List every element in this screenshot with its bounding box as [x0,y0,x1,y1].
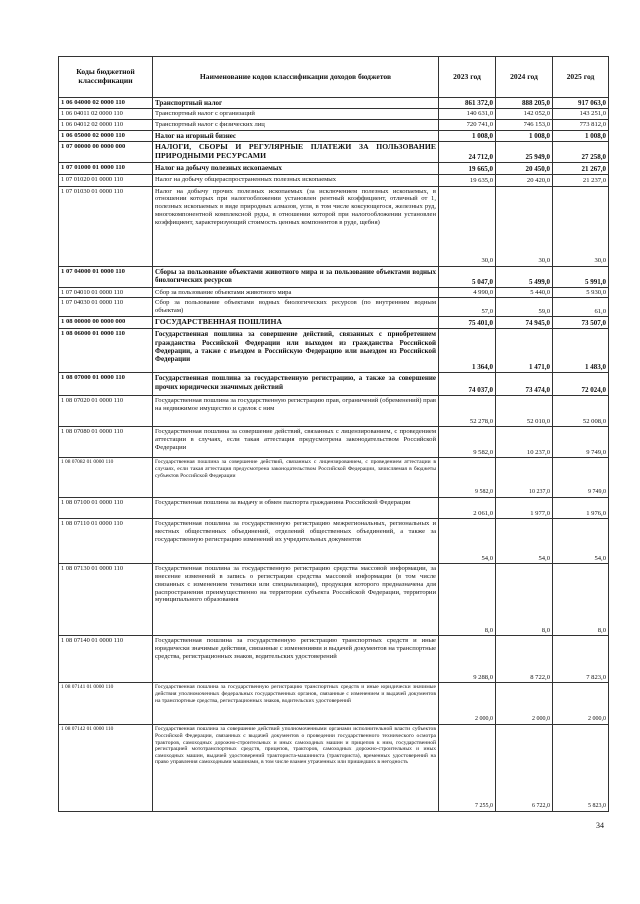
row-code: 1 07 04030 01 0000 110 [59,298,153,317]
table-row [59,119,609,130]
budget-revenue-table [58,56,609,812]
row-value-2025: 9 749,0 [553,458,609,498]
row-value-2024: 20 450,0 [496,162,553,174]
table-row [59,458,609,498]
row-value-2024: 73 474,0 [496,373,553,396]
row-value-2024: 59,0 [496,298,553,317]
row-code: 1 08 07142 01 0000 110 [59,725,153,812]
table-row [59,174,609,186]
row-value-2025: 5 991,0 [553,266,609,287]
row-value-2023: 75 401,0 [439,317,496,329]
row-value-2025: 773 812,0 [553,119,609,130]
row-value-2023: 8,0 [439,564,496,636]
row-code: 1 07 01000 01 0000 110 [59,162,153,174]
row-name: Государственная пошлина за государственную регистрацию прав, ограничений (обременений) прав на недвижимое имущество и сделок с ним [153,396,439,427]
row-value-2025: 7 823,0 [553,636,609,683]
row-value-2023: 861 372,0 [439,98,496,109]
row-value-2023: 52 278,0 [439,396,496,427]
row-code: 1 06 04012 02 0000 110 [59,119,153,130]
row-value-2024: 54,0 [496,519,553,564]
table-row [59,725,609,812]
row-code: 1 06 04011 02 0000 110 [59,109,153,120]
row-value-2023: 2 000,0 [439,683,496,725]
row-value-2023: 30,0 [439,186,496,266]
row-value-2025: 5 930,0 [553,287,609,298]
row-value-2023: 19 665,0 [439,162,496,174]
table-row [59,683,609,725]
row-code: 1 08 00000 00 0000 000 [59,317,153,329]
row-code: 1 08 07130 01 0000 110 [59,564,153,636]
row-name: ГОСУДАРСТВЕННАЯ ПОШЛИНА [153,317,439,329]
row-value-2023: 9 288,0 [439,636,496,683]
row-name: Государственная пошлина за совершение действий уполномоченными органами исполнительной власти субъектов Российской Федерации, связанных с выдачей документов о проведении государственного технического осмотра тракторов, самоходных дорожно-строительных и иных самоходных машин и прицепов к ним, государственной регистрацией мототранспортных средств, прицепов, тракторов, самоходных дорожно-строительных и иных самоходных машин, выдачей удостоверений тракториста-машиниста (тракториста), временных удостоверений на право управления самоходными машинами, в том числе взамен утраченных или пришедших в негодность [153,725,439,812]
row-value-2024: 1 977,0 [496,498,553,519]
row-value-2025: 9 749,0 [553,427,609,458]
table-row [59,130,609,141]
table-row [59,396,609,427]
row-name: Налог на добычу общераспространенных полезных ископаемых [153,174,439,186]
row-name: Государственная пошлина за совершение действий, связанных с приобретением гражданства Российской Федерации или выходом из гражданства Российской Федерации, а также с въездом в Российскую Федерацию или выездом из Российской Федерации [153,329,439,373]
row-value-2024: 74 945,0 [496,317,553,329]
row-value-2025: 54,0 [553,519,609,564]
row-value-2025: 8,0 [553,564,609,636]
row-value-2024: 5 440,0 [496,287,553,298]
row-value-2025: 73 507,0 [553,317,609,329]
table-header-row [59,57,609,98]
table-row [59,636,609,683]
row-name: Государственная пошлина за выдачу и обмен паспорта гражданина Российской Федерации [153,498,439,519]
row-value-2024: 2 000,0 [496,683,553,725]
table-row [59,519,609,564]
row-value-2025: 143 251,0 [553,109,609,120]
table-row [59,186,609,266]
row-value-2024: 25 949,0 [496,141,553,162]
table-row [59,564,609,636]
row-value-2024: 1 471,0 [496,329,553,373]
row-value-2023: 5 047,0 [439,266,496,287]
row-value-2025: 21 267,0 [553,162,609,174]
row-value-2023: 57,0 [439,298,496,317]
row-code: 1 07 04000 01 0000 110 [59,266,153,287]
header-name: Наименование кодов классификации доходов бюджетов [153,57,439,98]
row-code: 1 08 07082 01 0000 110 [59,458,153,498]
row-code: 1 06 05000 02 0000 110 [59,130,153,141]
row-value-2023: 24 712,0 [439,141,496,162]
row-value-2023: 1 008,0 [439,130,496,141]
row-value-2024: 10 237,0 [496,427,553,458]
row-name: Налог на игорный бизнес [153,130,439,141]
row-value-2024: 1 008,0 [496,130,553,141]
row-value-2023: 140 631,0 [439,109,496,120]
row-value-2024: 8 722,0 [496,636,553,683]
row-value-2025: 2 000,0 [553,683,609,725]
row-value-2023: 19 635,0 [439,174,496,186]
table-row [59,498,609,519]
row-value-2023: 74 037,0 [439,373,496,396]
row-code: 1 08 07100 01 0000 110 [59,498,153,519]
table-row [59,427,609,458]
row-name: Государственная пошлина за государственную регистрацию, а также за совершение прочих юридически значимых действий [153,373,439,396]
row-code: 1 08 07020 01 0000 110 [59,396,153,427]
row-name: Сборы за пользование объектами животного мира и за пользование объектами водных биологических ресурсов [153,266,439,287]
row-value-2023: 720 741,0 [439,119,496,130]
table-row [59,266,609,287]
table-row [59,298,609,317]
row-value-2024: 20 420,0 [496,174,553,186]
row-value-2024: 52 010,0 [496,396,553,427]
row-name: Транспортный налог [153,98,439,109]
table-row [59,141,609,162]
table-row [59,98,609,109]
row-code: 1 07 01030 01 0000 110 [59,186,153,266]
table-row [59,162,609,174]
row-code: 1 08 07140 01 0000 110 [59,636,153,683]
header-code: Коды бюджетной классификации [59,57,153,98]
row-value-2023: 7 255,0 [439,725,496,812]
row-value-2025: 1 008,0 [553,130,609,141]
row-code: 1 07 01020 01 0000 110 [59,174,153,186]
budget-table-page [58,56,608,812]
row-value-2023: 9 582,0 [439,427,496,458]
row-name: Транспортный налог с физических лиц [153,119,439,130]
row-code: 1 07 04010 01 0000 110 [59,287,153,298]
table-row [59,373,609,396]
row-code: 1 08 07110 01 0000 110 [59,519,153,564]
row-value-2024: 10 237,0 [496,458,553,498]
page-number: 34 [596,821,604,830]
row-name: Транспортный налог с организаций [153,109,439,120]
row-value-2024: 5 499,0 [496,266,553,287]
row-value-2025: 5 823,0 [553,725,609,812]
row-name: Сбор за пользование объектами водных биологических ресурсов (по внутренним водным объектам) [153,298,439,317]
row-value-2023: 9 582,0 [439,458,496,498]
row-value-2024: 8,0 [496,564,553,636]
row-value-2025: 30,0 [553,186,609,266]
row-code: 1 08 07141 01 0000 110 [59,683,153,725]
header-2024: 2024 год [496,57,553,98]
table-row [59,287,609,298]
row-code: 1 08 07000 01 0000 110 [59,373,153,396]
header-2023: 2023 год [439,57,496,98]
row-name: Государственная пошлина за государственную регистрацию транспортных средств и иные юридически значимые действия, связанные с изменениями и выдачей документов на транспортные средства, регистрационных знаков, водительских удостоверений [153,636,439,683]
row-value-2025: 1 976,0 [553,498,609,519]
row-code: 1 07 00000 00 0000 000 [59,141,153,162]
row-code: 1 08 07080 01 0000 110 [59,427,153,458]
table-row [59,317,609,329]
row-value-2025: 1 483,0 [553,329,609,373]
row-code: 1 08 06000 01 0000 110 [59,329,153,373]
row-name: НАЛОГИ, СБОРЫ И РЕГУЛЯРНЫЕ ПЛАТЕЖИ ЗА ПОЛЬЗОВАНИЕ ПРИРОДНЫМИ РЕСУРСАМИ [153,141,439,162]
row-name: Государственная пошлина за совершение действий, связанных с лицензированием, с проведением аттестации в случаях, если такая аттестация предусмотрена законодательством Российской Федерации, зачисляемая в бюджеты субъектов Российской Федерации [153,458,439,498]
row-value-2025: 917 063,0 [553,98,609,109]
row-name: Налог на добычу прочих полезных ископаемых (за исключением полезных ископаемых, в отношении которых при налогообложении установлен рентный коэффициент, отличный от 1, полезных ископаемых в виде природных алмазов, угля, в том числе коксующегося, железных руд, многокомпонентной комплексной руды, в отношении которой при налогообложении установлен коэффициент, характеризующий стоимость ценных компонентов в руде, щебня) [153,186,439,266]
row-name: Государственная пошлина за государственную регистрацию межрегиональных, региональных и местных общественных объединений, отделений общественных объединений, а также за государственную регистрацию изменений их учредительных документов [153,519,439,564]
row-value-2024: 30,0 [496,186,553,266]
row-value-2024: 888 205,0 [496,98,553,109]
row-value-2025: 72 024,0 [553,373,609,396]
row-value-2023: 2 061,0 [439,498,496,519]
row-name: Сбор за пользование объектами животного мира [153,287,439,298]
row-name: Государственная пошлина за государственную регистрацию средства массовой информации, за внесение изменений в запись о регистрации средства массовой информации (в том числе связанных с изменением тематики или специализации), продукция которого предназначена для распространения преимущественно на территории субъекта Российской Федерации, территории муниципального образования [153,564,439,636]
row-code: 1 06 04000 02 0000 110 [59,98,153,109]
row-value-2023: 1 364,0 [439,329,496,373]
row-value-2024: 6 722,0 [496,725,553,812]
header-2025: 2025 год [553,57,609,98]
row-name: Государственная пошлина за совершение действий, связанных с лицензированием, с проведением аттестации в случаях, если такая аттестация предусмотрена законодательством Российской Федерации [153,427,439,458]
row-value-2024: 142 052,0 [496,109,553,120]
row-value-2025: 27 258,0 [553,141,609,162]
row-value-2025: 52 008,0 [553,396,609,427]
table-row [59,109,609,120]
row-value-2023: 54,0 [439,519,496,564]
row-name: Государственная пошлина за государственную регистрацию транспортных средств и иные юридически значимые действия уполномоченных федеральных государственных органов, связанные с изменением и выдачей документов на транспортные средства, регистрационных знаков, водительских удостоверений [153,683,439,725]
table-row [59,329,609,373]
row-value-2025: 61,0 [553,298,609,317]
row-value-2024: 746 153,0 [496,119,553,130]
row-value-2023: 4 990,0 [439,287,496,298]
row-name: Налог на добычу полезных ископаемых [153,162,439,174]
row-value-2025: 21 237,0 [553,174,609,186]
